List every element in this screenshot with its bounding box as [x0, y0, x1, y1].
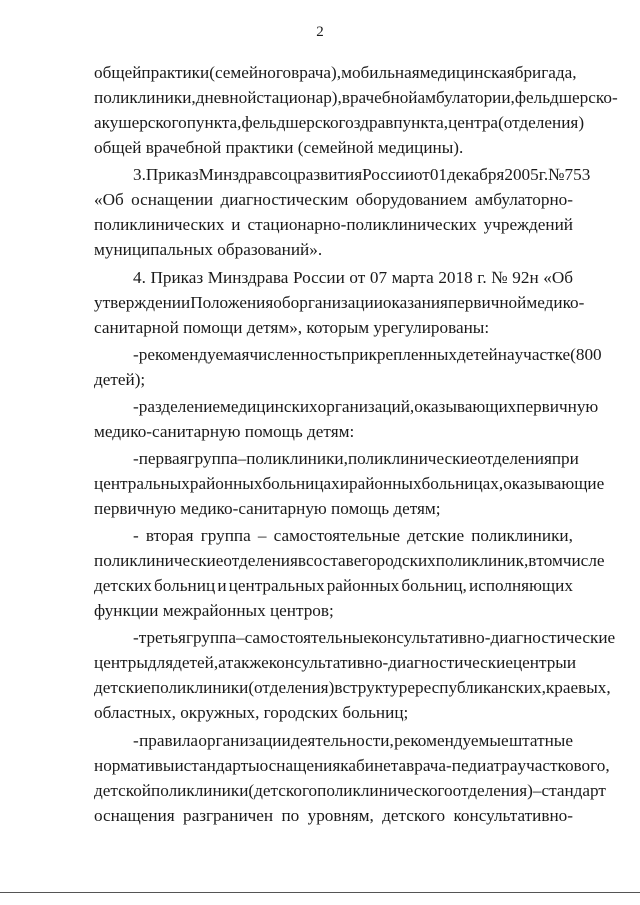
word: № [491, 268, 508, 287]
word: самостоятельные [244, 628, 371, 647]
text-line [94, 215, 573, 235]
word: консультативно- [453, 806, 573, 825]
text-line [94, 806, 573, 826]
word: дневной [195, 88, 257, 107]
word: поликлиники [151, 781, 249, 800]
word: участкового, [517, 756, 610, 775]
word: декабря [447, 165, 505, 184]
word: в [334, 678, 343, 697]
word: оборудованием [355, 190, 468, 209]
text-line [94, 551, 605, 571]
word: детей [457, 345, 498, 364]
word: г. [477, 268, 487, 287]
word: численность [249, 345, 342, 364]
word: - [133, 449, 139, 468]
word: марта [391, 268, 434, 287]
text-line [133, 628, 616, 648]
word: 2005 [504, 165, 539, 184]
word: утверждении [94, 293, 191, 312]
word: отделения [223, 551, 298, 570]
word: – [532, 781, 542, 800]
word: организации [290, 293, 383, 312]
word: составе [306, 551, 362, 570]
word: 4. [133, 268, 146, 287]
word: 01 [429, 165, 447, 184]
text-line: общей врачебной практики (семейной медицины). [94, 138, 464, 157]
word: (800 [570, 345, 602, 364]
text-line [94, 576, 573, 596]
word: России [293, 268, 345, 287]
word: - [133, 731, 139, 750]
word: амбулаторно- [474, 190, 573, 209]
text-line [133, 397, 599, 417]
text-line [133, 526, 573, 546]
word: – [235, 628, 245, 647]
word: городских [361, 551, 436, 570]
word: (отделения) [248, 678, 335, 697]
word: поликлинических [94, 215, 225, 234]
word: и [174, 756, 184, 775]
word: врача- [406, 756, 452, 775]
word: краевых, [545, 678, 611, 697]
word: республиканских, [414, 678, 546, 697]
word: (отделения) [498, 113, 585, 132]
word: группа [200, 526, 251, 545]
word: стандарты [183, 756, 260, 775]
text-line [94, 63, 577, 83]
word: организаций, [317, 397, 415, 416]
word: – [237, 449, 247, 468]
word: структуре [342, 678, 415, 697]
word: рекомендуемые [394, 731, 509, 750]
text-line [94, 678, 611, 698]
word: больниц [154, 576, 216, 595]
text-line [94, 113, 585, 133]
word: консультативно- [268, 653, 389, 672]
word: разграничен [182, 806, 274, 825]
word: числе [562, 551, 605, 570]
word: и [566, 653, 577, 672]
word: первичной [447, 293, 527, 312]
word: диагностическим [220, 190, 349, 209]
word: - [133, 345, 139, 364]
word: районных [326, 576, 400, 595]
text-line: областных, окружных, городских больниц; [94, 703, 409, 722]
text-line [133, 165, 591, 185]
text-line [94, 190, 573, 210]
word: стационарно-поликлинических [247, 215, 477, 234]
word: медицинская [419, 63, 515, 82]
word: - [133, 628, 139, 647]
word: - [133, 526, 139, 545]
text-line [133, 731, 573, 751]
word: Минздрава [207, 268, 289, 287]
word: первичную [516, 397, 599, 416]
word: первая [138, 449, 188, 468]
word: № [548, 165, 565, 184]
text-line [94, 653, 577, 673]
word: а [218, 653, 226, 672]
word: пункта, [186, 113, 242, 132]
word: больниц, [401, 576, 467, 595]
text-line: медико-санитарную помощь детям: [94, 422, 355, 441]
word: поликлиники [150, 678, 249, 697]
word: диагностические [388, 653, 513, 672]
word: центральных [94, 474, 190, 493]
word: на [497, 345, 515, 364]
text-line [133, 268, 573, 288]
word: кабинета [340, 756, 407, 775]
word: оказывающие [503, 474, 605, 493]
word: в [528, 551, 537, 570]
text-line [94, 293, 585, 313]
word: 3. [133, 165, 146, 184]
word: прикрепленных [341, 345, 458, 364]
word: и [339, 474, 349, 493]
word: Приказ [145, 165, 199, 184]
word: акушерского [94, 113, 187, 132]
text-line [94, 474, 605, 494]
word: детских [94, 576, 152, 595]
text-line [133, 345, 602, 365]
word: медицинских [220, 397, 318, 416]
word: центры [94, 653, 148, 672]
word: детские [94, 678, 151, 697]
word: мобильная [341, 63, 420, 82]
word: от [413, 165, 430, 184]
word: г. [538, 165, 549, 184]
word: оказания [382, 293, 448, 312]
word: - [133, 397, 139, 416]
word: оснащении [131, 190, 214, 209]
word: нормативы [94, 756, 175, 775]
word: педиатра [451, 756, 518, 775]
word: детского [382, 806, 446, 825]
word: поликлиник, [435, 551, 529, 570]
word: районных [189, 474, 263, 493]
word: врача), [291, 63, 342, 82]
text-line: санитарной помощи детям», которым урегулированы: [94, 318, 490, 337]
text-line: функции межрайонных центров; [94, 601, 334, 620]
text-line [133, 449, 579, 469]
word: штатные [508, 731, 573, 750]
word: и [231, 215, 241, 234]
word: Приказ [150, 268, 204, 287]
word: учреждений [483, 215, 573, 234]
text-line [94, 88, 618, 108]
word: практики [141, 63, 210, 82]
word: – [257, 526, 267, 545]
word: деятельности, [291, 731, 394, 750]
word: по [281, 806, 300, 825]
word: 2018 [438, 268, 473, 287]
word: том [536, 551, 563, 570]
text-line: первичную медико-санитарную помощь детям; [94, 499, 441, 518]
word: бригада, [514, 63, 577, 82]
word: организации [198, 731, 291, 750]
word: при [551, 449, 579, 468]
word: от [349, 268, 366, 287]
word: консультативно-диагностические [370, 628, 616, 647]
word: вторая [145, 526, 194, 545]
word: оснащения [94, 806, 175, 825]
word: разделение [138, 397, 221, 416]
word: центры [512, 653, 567, 672]
word: Минздравсоцразвития [198, 165, 363, 184]
word: поликлинические [347, 449, 478, 468]
word: рекомендуемая [138, 345, 250, 364]
word: фельдшерского [241, 113, 354, 132]
word: детей, [173, 653, 219, 672]
word: амбулатории, [417, 88, 515, 107]
word: участке [514, 345, 571, 364]
word: центральных [228, 576, 325, 595]
word: 92н [512, 268, 539, 287]
word: «Об [94, 190, 124, 209]
word: стандарт [541, 781, 606, 800]
word: также [225, 653, 269, 672]
word: уровням, [307, 806, 374, 825]
word: в [297, 551, 307, 570]
word: для [147, 653, 174, 672]
word: поликлинического [317, 781, 453, 800]
word: (семейного [209, 63, 292, 82]
word: медико- [526, 293, 585, 312]
word: Положения [190, 293, 274, 312]
word: отделения [477, 449, 552, 468]
word: исполняющих [469, 576, 573, 595]
word: общей [94, 63, 142, 82]
word: оснащения [259, 756, 341, 775]
word: оказывающих [414, 397, 517, 416]
word: поликлиники, [471, 526, 573, 545]
word: отделения) [452, 781, 533, 800]
word: фельдшерско- [514, 88, 618, 107]
word: группа [185, 628, 236, 647]
word: больницах, [421, 474, 504, 493]
word: и [217, 576, 227, 595]
word: центра [448, 113, 499, 132]
text-line: детей); [94, 370, 146, 389]
word: больницах [262, 474, 340, 493]
word: здравпункта, [353, 113, 449, 132]
word: поликлиники, [246, 449, 348, 468]
word: группа [187, 449, 238, 468]
text-line: муниципальных образований». [94, 240, 323, 259]
word: районных [348, 474, 422, 493]
word: об [273, 293, 291, 312]
word: поликлинические [94, 551, 224, 570]
word: России [362, 165, 414, 184]
word: врачебной [341, 88, 418, 107]
text-line [94, 781, 606, 801]
word: (детского [248, 781, 318, 800]
word: детской [94, 781, 151, 800]
word: стационар), [256, 88, 342, 107]
word: третья [138, 628, 186, 647]
bottom-scan-edge [0, 892, 640, 893]
word: 753 [564, 165, 591, 184]
word: 07 [369, 268, 388, 287]
text-line [94, 756, 610, 776]
word: поликлиники, [94, 88, 196, 107]
word: «Об [543, 268, 573, 287]
word: правила [139, 731, 199, 750]
page-number: 2 [316, 24, 324, 40]
word: самостоятельные [273, 526, 401, 545]
word: детские [407, 526, 465, 545]
